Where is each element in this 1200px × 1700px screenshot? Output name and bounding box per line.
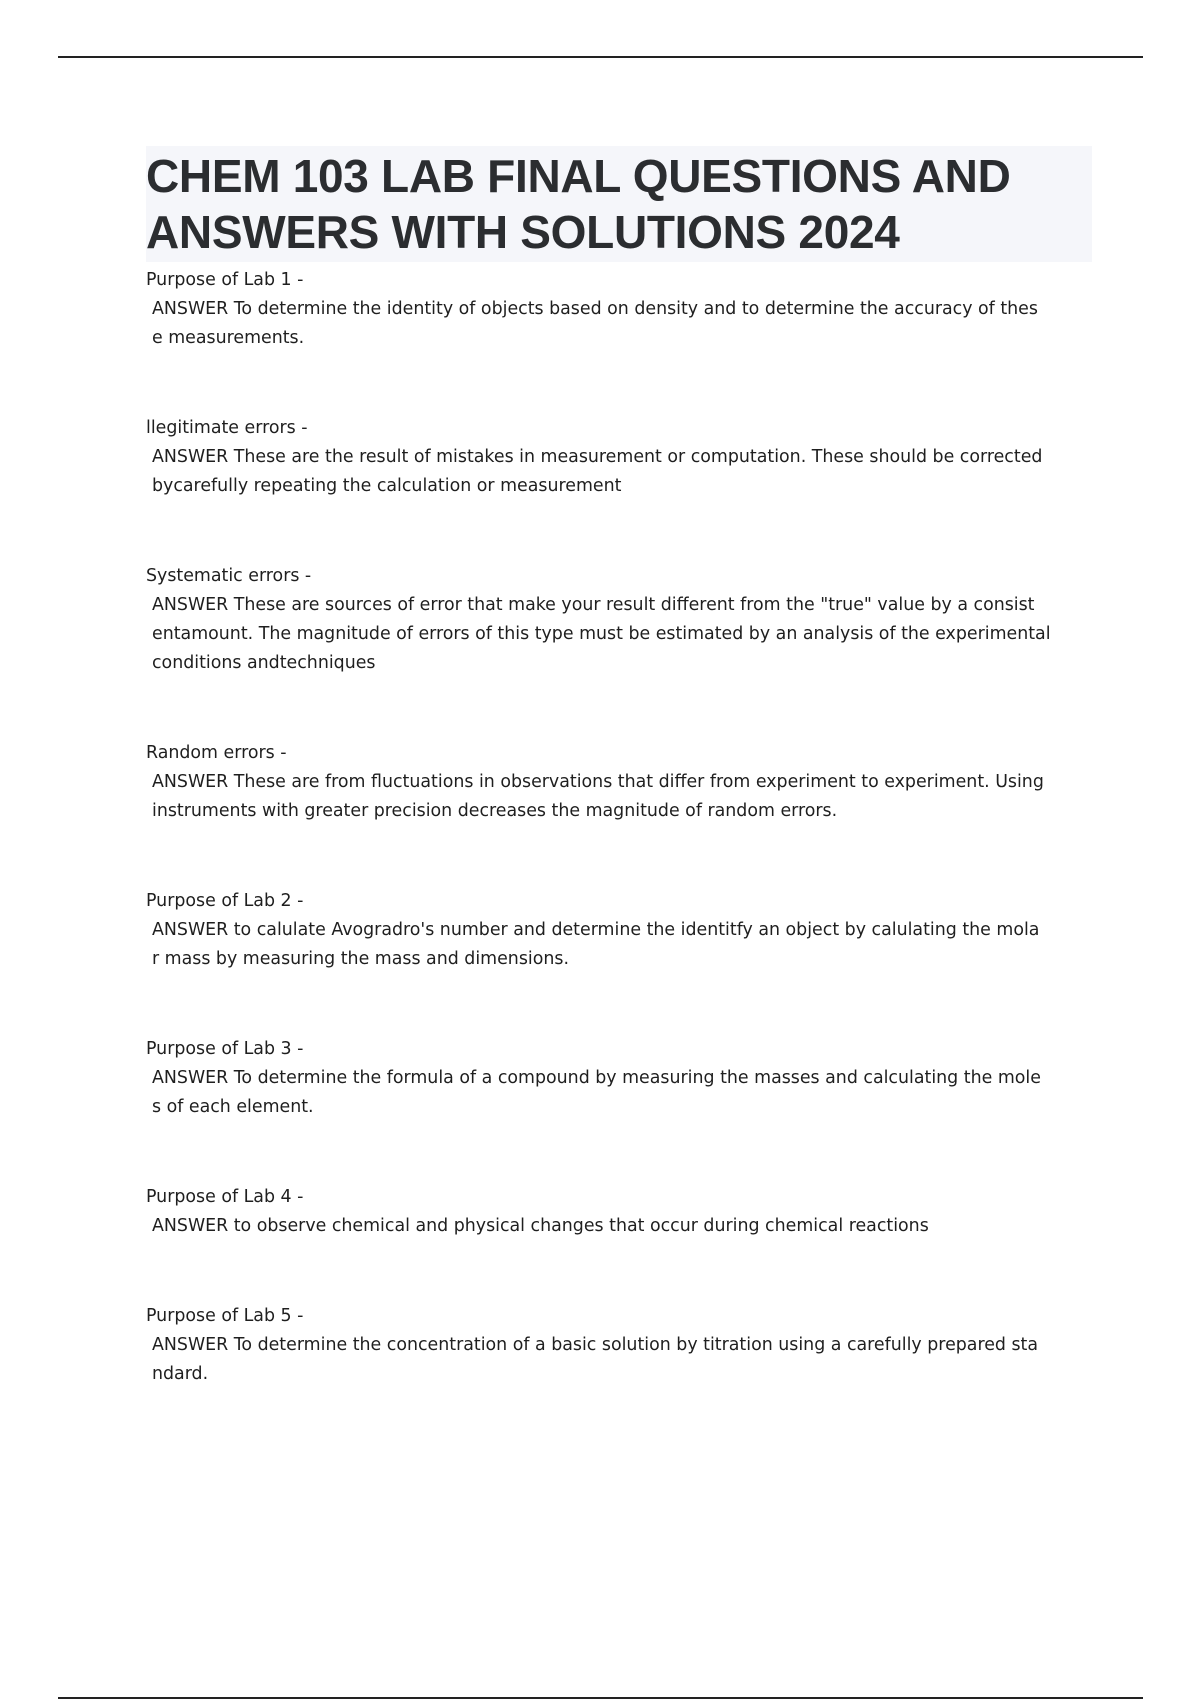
answer-text: ANSWER These are the result of mistakes in measurement or computation. These should be corrected bycarefully repeating the calculation or measurement: [152, 447, 1043, 496]
question-text: Random errors -: [146, 743, 287, 763]
top-rule: [58, 56, 1143, 58]
qa-item-1: [146, 266, 1092, 353]
answer-text: ANSWER To determine the concentration of a basic solution by titration using a carefully prepared sta ndard.: [152, 1335, 1039, 1384]
qa-item-6: [146, 1035, 1092, 1122]
bottom-rule: [58, 1697, 1143, 1699]
qa-item-3: [146, 562, 1092, 678]
title-highlight: [146, 146, 1092, 262]
qa-item-2: [146, 414, 1092, 501]
question-text: llegitimate errors -: [146, 418, 308, 438]
question-text: Purpose of Lab 5 -: [146, 1306, 304, 1326]
answer-text: ANSWER To determine the identity of objects based on density and to determine the accuracy of thes e measurements.: [152, 299, 1038, 348]
answer-text: ANSWER These are from fluctuations in observations that differ from experiment to experiment. Using instruments with greater precision decreases the magnitude of random errors.: [152, 772, 1044, 821]
question-text: Purpose of Lab 3 -: [146, 1039, 304, 1059]
answer-text: ANSWER To determine the formula of a compound by measuring the masses and calculating the mole s of each element.: [152, 1068, 1041, 1117]
answer-text: ANSWER to observe chemical and physical changes that occur during chemical reactions: [152, 1216, 929, 1236]
question-text: Purpose of Lab 2 -: [146, 891, 304, 911]
qa-item-7: [146, 1183, 1092, 1241]
document-title: CHEM 103 LAB FINAL QUESTIONS AND ANSWERS WITH SOLUTIONS 2024: [146, 150, 1011, 258]
question-text: Purpose of Lab 1 -: [146, 270, 304, 290]
qa-item-5: [146, 887, 1092, 974]
question-text: Purpose of Lab 4 -: [146, 1187, 304, 1207]
answer-text: ANSWER These are sources of error that make your result different from the "true" value by a consist entamount. The magnitude of errors of this type must be estimated by an analysis of the experimental conditions andtechniques: [152, 595, 1051, 673]
answer-text: ANSWER to calulate Avogradro's number and determine the identitfy an object by calulating the mola r mass by measuring the mass and dimensions.: [152, 920, 1040, 969]
document-body: [146, 146, 1092, 1389]
qa-item-8: [146, 1302, 1092, 1389]
qa-item-4: [146, 739, 1092, 826]
question-text: Systematic errors -: [146, 566, 312, 586]
